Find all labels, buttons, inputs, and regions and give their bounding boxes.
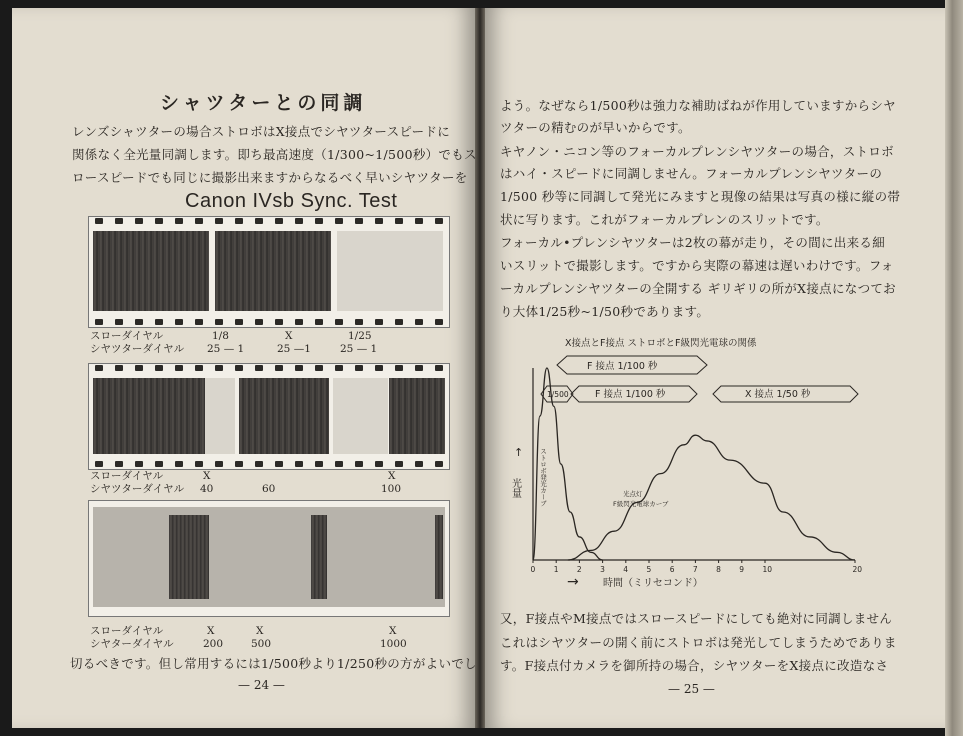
- strip-value: 500: [251, 638, 272, 650]
- film-perforations: [89, 318, 449, 327]
- book-spine: [475, 8, 485, 728]
- strip-label-shutter: シヤツターダイヤル: [90, 343, 185, 355]
- paragraph-line: はハイ・スピードに同調しません。フォーカルプレンシヤツターの: [500, 166, 883, 181]
- strip-value: 40: [200, 483, 214, 495]
- x-contact-label: X 接点 1/50 秒: [745, 389, 811, 400]
- strip-label-slow: スローダイヤル: [90, 625, 164, 637]
- x-tick-label: 4: [623, 565, 629, 574]
- y-axis-arrow: ↑: [514, 446, 524, 459]
- paragraph-line: レンズシャツターの場合ストロボはX接点でシヤツタースピードに: [72, 124, 451, 139]
- strip-value: 1/25: [348, 330, 372, 342]
- paragraph-line: 1/500 秒等に同調して発光にみますと現像の結果は写真の様に縦の帯: [500, 189, 901, 204]
- strip-value: X: [256, 625, 264, 637]
- strip-value: 25 — 1: [207, 343, 245, 355]
- paragraph-line: いスリットで撮影します。ですから実際の幕速は遅いわけです。フォ: [500, 258, 894, 273]
- film-strip-2: [88, 363, 450, 470]
- closing-line: 切るべきです。但し常用するには1/500秒より1/250秒の方がよいでし: [70, 656, 477, 671]
- x-tick-label: 10: [762, 565, 773, 574]
- paragraph-line: よう。なぜなら1/500秒は強力な補助ばねが作用していますからシヤ: [500, 98, 896, 113]
- sync-chart: [505, 328, 870, 598]
- shutter-slit: [435, 515, 443, 599]
- paragraph-line: これはシヤツターの開く前にストロボは発光してしまうためでありま: [500, 635, 897, 650]
- film-perforations: [89, 460, 449, 469]
- film-frame: [239, 378, 329, 454]
- x-tick-label: 2: [576, 565, 582, 574]
- strip-label-shutter: シヤツターダイヤル: [90, 483, 185, 495]
- x-axis-label: 時間（ミリセコンド）: [603, 578, 703, 589]
- film-frame: [215, 231, 331, 311]
- strip-value: 1/8: [212, 330, 229, 342]
- strip-value: X: [285, 330, 293, 342]
- paragraph-line: 関係なく全光量同調します。即ち最高速度（1/300~1/500秒）でもス: [72, 147, 477, 162]
- y-axis-label: 光量: [509, 478, 521, 498]
- strip-label-slow: スローダイヤル: [90, 330, 164, 342]
- film-strip-3: [88, 500, 450, 617]
- strip-value: 200: [203, 638, 224, 650]
- figure-caption: Canon IVsb Sync. Test: [185, 190, 398, 212]
- x-tick-label: 1: [553, 565, 559, 574]
- strip-label-shutter: シヤターダイヤル: [90, 638, 174, 650]
- page-number: — 25 —: [668, 682, 715, 696]
- paragraph-line: り大体1/25秒~1/50秒であります。: [500, 304, 710, 319]
- paragraph-line: 又，F接点やM接点ではスロースピードにしても絶対に同調しません: [500, 611, 893, 626]
- strip-label-slow: スローダイヤル: [90, 470, 164, 482]
- film-frame: [93, 507, 445, 607]
- film-perforations: [89, 217, 449, 226]
- shutter-slit: [311, 515, 327, 599]
- chart-title: X接点とF接点 ストロボとF級閃光電球の関係: [565, 338, 757, 349]
- strobe-curve-label: ストロボ発光カーブ: [539, 448, 547, 507]
- page-edges: [945, 0, 963, 736]
- x-tick-label: 9: [739, 565, 745, 574]
- shutter-slit: [169, 515, 209, 599]
- f-contact-label-small: 1/500: [547, 390, 569, 399]
- film-frame: [205, 378, 235, 454]
- paragraph-line: フォーカル•プレンシヤツターは2枚の幕が走り，その間に出来る細: [500, 235, 886, 250]
- f-contact-label-mid: F 接点 1/100 秒: [595, 389, 666, 400]
- bulb-curve-label-1: 光点灯: [623, 490, 643, 498]
- strip-value: X: [207, 625, 215, 637]
- page-number: — 24 —: [238, 678, 285, 692]
- film-strip-1: [88, 216, 450, 328]
- film-frame: [93, 378, 205, 454]
- paragraph-line: ーカルプレンシヤツターの全開する ギリギリの所がX接点になつてお: [500, 281, 896, 296]
- film-perforations: [89, 364, 449, 373]
- page-title: シャツターとの同調: [160, 92, 367, 114]
- x-tick-label: 7: [692, 565, 698, 574]
- paragraph-line: ツターの精むのが早いからです。: [500, 120, 691, 135]
- flash-bulb-curve: [568, 435, 855, 560]
- strip-value: 1000: [380, 638, 407, 650]
- film-frame: [337, 231, 443, 311]
- x-axis-arrow: →: [567, 574, 579, 590]
- strip-value: 60: [262, 483, 276, 495]
- film-frame: [93, 231, 209, 311]
- paragraph-line: す。F接点付カメラを御所持の場合，シヤツターをX接点に改造なさ: [500, 658, 889, 673]
- film-frame: [389, 378, 445, 454]
- strip-value: X: [203, 470, 211, 482]
- strip-value: 25 —1: [277, 343, 311, 355]
- x-tick-label: 6: [669, 565, 675, 574]
- x-tick-label: 3: [600, 565, 605, 574]
- x-tick-labels: [531, 560, 863, 574]
- x-tick-label: 0: [530, 565, 536, 574]
- strip-value: X: [389, 625, 397, 637]
- x-tick-label: 20: [852, 565, 863, 574]
- strip-value: 100: [381, 483, 402, 495]
- strip-value: 25 — 1: [340, 343, 378, 355]
- x-tick-label: 5: [646, 565, 652, 574]
- f-contact-label-top: F 接点 1/100 秒: [587, 361, 658, 372]
- bulb-curve-label-2: F級閃光電球カーブ: [613, 500, 669, 508]
- x-tick-label: 8: [716, 565, 721, 574]
- paragraph-line: 状に写ります。これがフォーカルプレンのスリットです。: [500, 212, 829, 227]
- paragraph-line: ロースピードでも同じに撮影出来ますからなるべく早いシヤツターを: [72, 170, 468, 185]
- paragraph-line: キヤノン・ニコン等のフォーカルプレンシヤツターの場合，ストロボ: [500, 144, 894, 159]
- strip-value: X: [388, 470, 396, 482]
- film-frame: [333, 378, 388, 454]
